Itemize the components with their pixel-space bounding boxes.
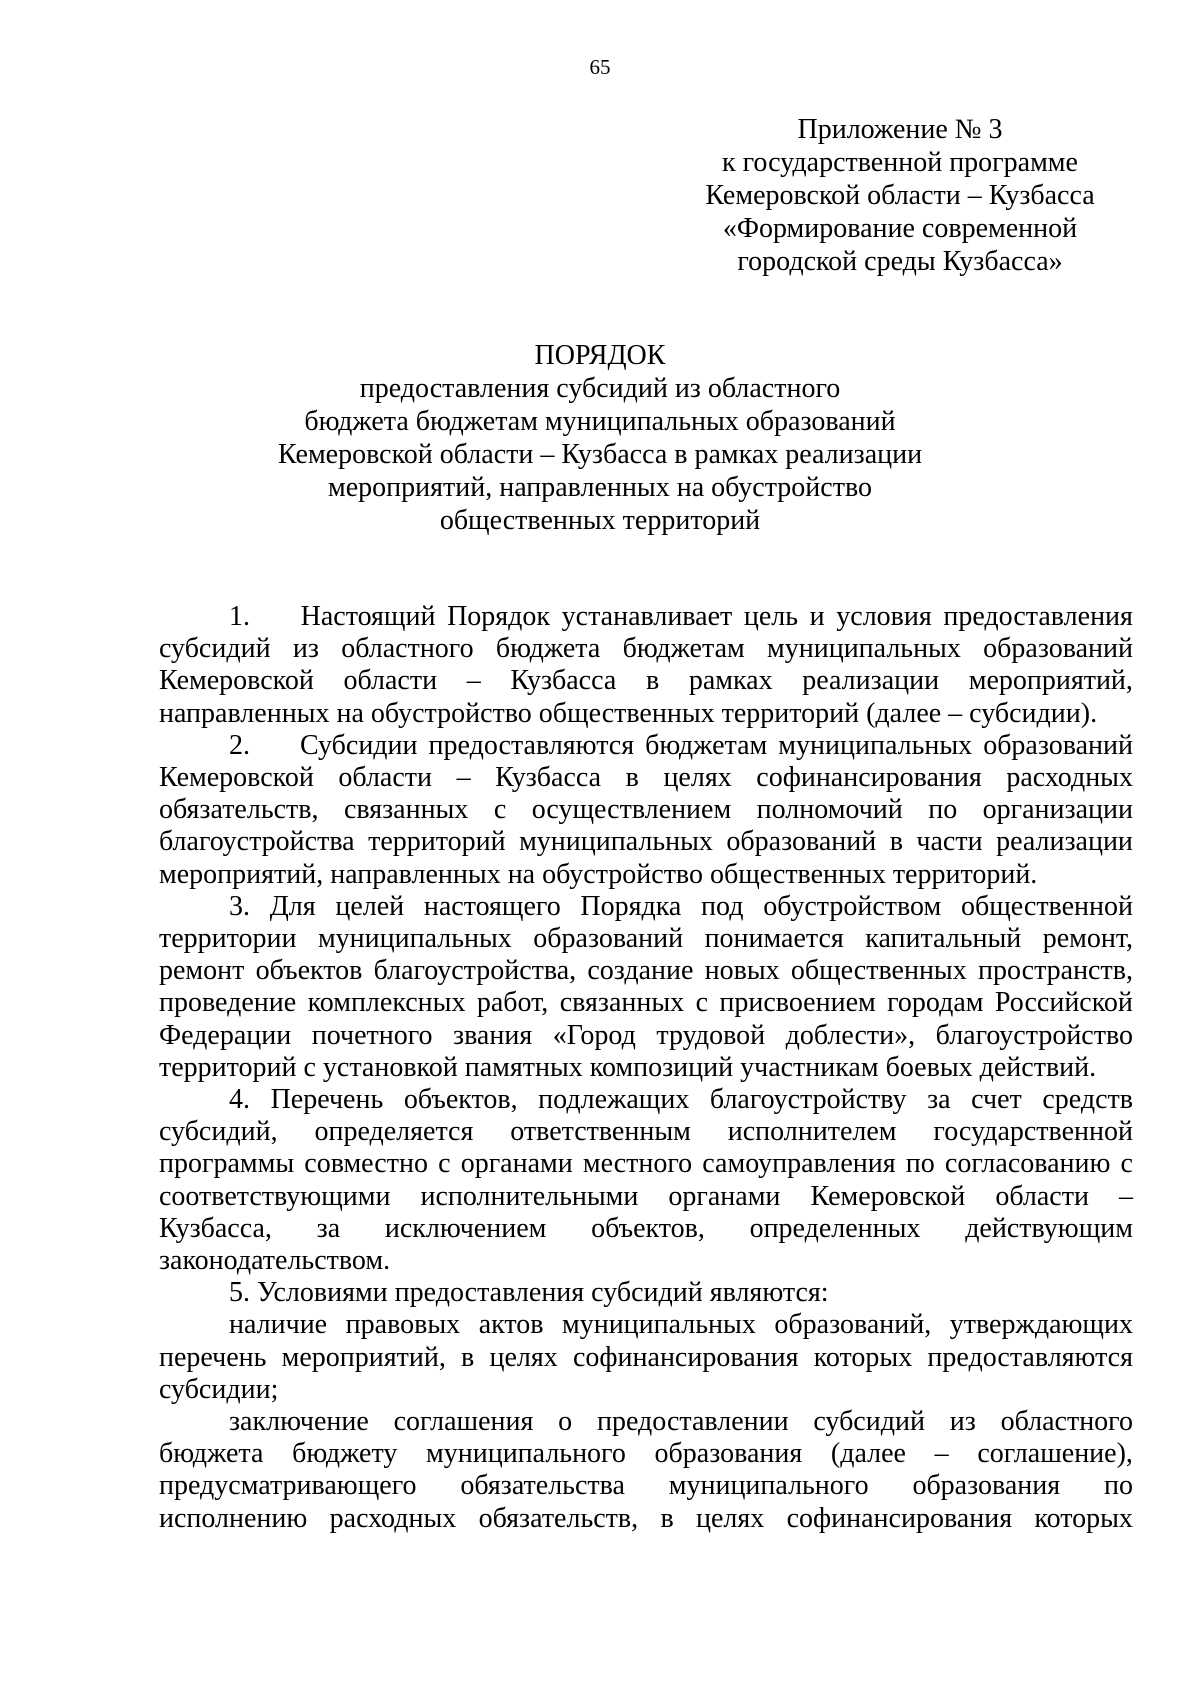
word: образования	[654, 1438, 803, 1470]
title-heading: ПОРЯДОК	[534, 340, 666, 371]
word: муниципальных	[519, 826, 713, 858]
body-line	[159, 1438, 1133, 1470]
word: предоставляются	[428, 729, 635, 761]
word: области	[343, 665, 438, 697]
body-line	[159, 1470, 1133, 1502]
word: из	[949, 1406, 976, 1438]
word: муниципальных	[778, 729, 973, 761]
word: доблести»,	[785, 1019, 916, 1051]
word: в	[889, 826, 903, 858]
word: муниципального	[668, 1470, 869, 1502]
word: ответственным	[510, 1116, 691, 1148]
word: связанных	[559, 987, 685, 1019]
body-line	[159, 601, 1133, 633]
body-line	[159, 1020, 1133, 1052]
word: организации	[982, 794, 1133, 826]
word: программы	[159, 1148, 295, 1180]
word: по	[928, 794, 958, 826]
word: создание	[587, 955, 694, 987]
word: проведение	[159, 987, 297, 1019]
word: в	[625, 762, 639, 794]
body-line	[159, 987, 1133, 1019]
word: благоустройства,	[373, 955, 577, 987]
word: Перечень	[270, 1084, 384, 1116]
body-line	[159, 891, 1133, 923]
word: области	[338, 762, 433, 794]
word: Кузбасса	[510, 665, 617, 697]
word: Кемеровской	[159, 665, 314, 697]
word: благоустройство	[935, 1019, 1133, 1051]
word: предоставления	[943, 601, 1133, 632]
word: мероприятий,	[281, 1341, 446, 1373]
word: Порядок	[447, 601, 551, 632]
word: соответствующими	[159, 1180, 391, 1212]
word: 3.	[229, 890, 250, 922]
word: счет	[971, 1084, 1022, 1116]
word: и	[809, 601, 825, 632]
title-line: бюджета бюджетам муниципальных образований	[304, 406, 896, 437]
word: действующим	[965, 1212, 1133, 1244]
word: муниципальных	[767, 633, 961, 665]
word: образования	[912, 1470, 1061, 1502]
word: части	[916, 826, 983, 858]
word: трудовой	[656, 1019, 766, 1051]
word: исполнению	[159, 1502, 308, 1534]
word: предоставляются	[927, 1341, 1133, 1373]
word: заключение	[229, 1406, 369, 1438]
word: Порядка	[580, 890, 682, 922]
body-line	[159, 1245, 1133, 1277]
word: образований	[726, 826, 877, 858]
body-line	[159, 955, 1133, 987]
word: субсидий	[813, 1406, 925, 1438]
body-line	[159, 859, 1133, 891]
word: исполнителем	[727, 1116, 897, 1148]
word: актов	[478, 1309, 544, 1341]
word: областного	[1000, 1406, 1133, 1438]
word: правовых	[345, 1309, 461, 1341]
word: образований	[533, 923, 684, 955]
body-line	[159, 1342, 1133, 1374]
word: ремонт	[159, 955, 245, 987]
word: из	[292, 633, 319, 665]
line-text: субсидии;	[159, 1373, 279, 1405]
word: –	[1118, 1180, 1133, 1212]
word: общественной	[960, 890, 1133, 922]
word: с	[493, 794, 507, 826]
body-line	[159, 1116, 1133, 1148]
word: обязательств,	[159, 794, 319, 826]
word: общественных	[790, 955, 967, 987]
body-line	[159, 698, 1133, 730]
word: согласованию	[944, 1148, 1111, 1180]
word: расходных	[1006, 762, 1133, 794]
word: полномочий	[756, 794, 903, 826]
word: целях	[489, 1341, 558, 1373]
body-line	[159, 1503, 1133, 1535]
word: пространств,	[977, 955, 1133, 987]
word: понимается	[704, 923, 844, 955]
word: перечень	[159, 1341, 267, 1373]
word: целях	[696, 1502, 765, 1534]
body-line	[159, 1084, 1133, 1116]
word: определенных	[749, 1212, 921, 1244]
word: рамках	[688, 665, 773, 697]
word: устанавливает	[561, 601, 733, 632]
word: территории	[159, 923, 297, 955]
word: субсидий	[159, 633, 271, 665]
body-line	[159, 826, 1133, 858]
appendix-line: «Формирование современной	[722, 213, 1078, 244]
word: реализации	[996, 826, 1133, 858]
word: осуществлением	[531, 794, 732, 826]
word: соглашения	[393, 1406, 534, 1438]
word: работ,	[476, 987, 549, 1019]
word: за	[927, 1084, 951, 1116]
word: предусматривающего	[159, 1470, 417, 1502]
body-line	[159, 1148, 1133, 1180]
word: –	[466, 665, 481, 697]
word: субсидий,	[159, 1116, 278, 1148]
word: самоуправления	[702, 1148, 896, 1180]
appendix-line: к государственной программе	[722, 147, 1078, 178]
body-line	[159, 633, 1133, 665]
word: расходных	[329, 1502, 457, 1534]
body-line	[159, 730, 1133, 762]
word: муниципального	[426, 1438, 626, 1470]
word: органами	[460, 1148, 573, 1180]
word: местного	[582, 1148, 693, 1180]
title-line: Кемеровской области – Кузбасса в рамках реализации	[277, 439, 923, 470]
word: целей	[335, 890, 405, 922]
word: Российской	[994, 987, 1133, 1019]
word: –	[934, 1438, 949, 1470]
word: органами	[668, 1180, 781, 1212]
word: совместно	[304, 1148, 428, 1180]
word: обязательства	[460, 1470, 625, 1502]
word: государственной	[933, 1116, 1133, 1148]
page-number: 65	[589, 55, 611, 79]
word: 4.	[229, 1084, 250, 1116]
word: софинансирования	[786, 1502, 1013, 1534]
word: цель	[743, 601, 799, 632]
word: капитальный	[865, 923, 1022, 955]
word: с	[695, 987, 708, 1019]
document-title	[240, 339, 960, 537]
word: бюджета	[495, 633, 601, 665]
appendix-line: городской среды Кузбасса»	[737, 246, 1063, 277]
body-line	[159, 665, 1133, 697]
word: Настоящий	[300, 601, 436, 632]
document-body	[159, 601, 1133, 1535]
title-line: мероприятий, направленных на обустройство	[328, 472, 872, 503]
body-line	[159, 1374, 1133, 1406]
word: ремонт,	[1042, 923, 1133, 955]
word: объектов,	[403, 1084, 518, 1116]
word: Кемеровской	[159, 762, 314, 794]
word: бюджета	[159, 1438, 264, 1470]
word: объектов,	[591, 1212, 705, 1244]
line-text: направленных на обустройство общественных территорий (далее – субсидии).	[159, 697, 1098, 729]
word: присвоением	[719, 987, 876, 1019]
word: средств	[1042, 1084, 1133, 1116]
word: объектов	[255, 955, 363, 987]
word: бюджету	[292, 1438, 398, 1470]
word: соглашение),	[977, 1438, 1133, 1470]
word: –	[456, 762, 471, 794]
title-line: предоставления субсидий из областного	[359, 373, 841, 404]
word: благоустройству	[709, 1084, 907, 1116]
word: в	[461, 1341, 475, 1373]
word: (далее	[830, 1438, 906, 1470]
word: в	[645, 665, 660, 697]
word: образований	[983, 633, 1133, 665]
word: с	[438, 1148, 451, 1180]
paragraph-number: 1.	[229, 601, 250, 632]
word: Кемеровской	[810, 1180, 966, 1212]
line-text: 5. Условиями предоставления субсидий являются:	[229, 1277, 829, 1309]
word: городам	[887, 987, 984, 1019]
word: мероприятий,	[968, 665, 1133, 697]
word: благоустройства	[159, 826, 355, 858]
word: наличие	[229, 1309, 328, 1341]
word: целях	[663, 762, 732, 794]
appendix-line: Приложение № 3	[797, 114, 1003, 145]
word: предоставлении	[596, 1406, 789, 1438]
body-line	[159, 923, 1133, 955]
line-text: мероприятий, направленных на обустройство общественных территорий.	[159, 858, 1038, 890]
word: образований,	[774, 1309, 932, 1341]
word: о	[558, 1406, 573, 1438]
word: новых	[704, 955, 780, 987]
body-line	[159, 1181, 1133, 1213]
word: в	[660, 1502, 674, 1534]
word: которых	[813, 1341, 913, 1373]
word: области	[995, 1180, 1089, 1212]
word: бюджетам	[645, 729, 768, 761]
word: реализации	[802, 665, 940, 697]
word: софинансирования	[756, 762, 982, 794]
word: настоящего	[423, 890, 561, 922]
title-line: общественных территорий	[439, 505, 761, 536]
paragraph-number: 2.	[229, 729, 250, 761]
word: муниципальных	[317, 923, 512, 955]
word: областного	[341, 633, 474, 665]
body-line	[159, 1309, 1133, 1341]
body-line	[159, 1277, 1133, 1309]
word: звания	[453, 1019, 533, 1051]
body-line	[159, 1213, 1133, 1245]
body-line	[159, 762, 1133, 794]
word: Кузбасса,	[159, 1212, 272, 1244]
word: Кузбасса	[495, 762, 602, 794]
word: за	[316, 1212, 341, 1244]
word: территорий	[368, 826, 506, 858]
word: по	[905, 1148, 935, 1180]
word: обязательств,	[478, 1502, 639, 1534]
word: «Город	[552, 1019, 636, 1051]
word: софинансирования	[572, 1341, 799, 1373]
body-line	[159, 1052, 1133, 1084]
word: связанных	[343, 794, 469, 826]
body-line	[159, 1406, 1133, 1438]
word: по	[1104, 1470, 1133, 1502]
word: условия	[836, 601, 932, 632]
word: образований	[983, 729, 1133, 761]
word: под	[701, 890, 744, 922]
appendix-line: Кемеровской области – Кузбасса	[705, 180, 1095, 211]
line-text: законодательством.	[159, 1245, 391, 1277]
word: исполнительными	[420, 1180, 639, 1212]
word: Субсидии	[300, 729, 418, 761]
line-text: территорий с установкой памятных композиций участникам боевых действий.	[159, 1051, 1097, 1083]
word: которых	[1034, 1502, 1133, 1534]
word: определяется	[314, 1116, 474, 1148]
word: Для	[269, 890, 316, 922]
word: с	[1120, 1148, 1133, 1180]
word: обустройством	[763, 890, 942, 922]
word: почетного	[311, 1019, 433, 1051]
word: подлежащих	[538, 1084, 690, 1116]
word: Федерации	[159, 1019, 292, 1051]
word: бюджетам	[622, 633, 745, 665]
appendix-header	[670, 113, 1130, 278]
word: муниципальных	[561, 1309, 756, 1341]
body-line	[159, 794, 1133, 826]
word: утверждающих	[949, 1309, 1133, 1341]
word: комплексных	[307, 987, 466, 1019]
word: исключением	[384, 1212, 547, 1244]
